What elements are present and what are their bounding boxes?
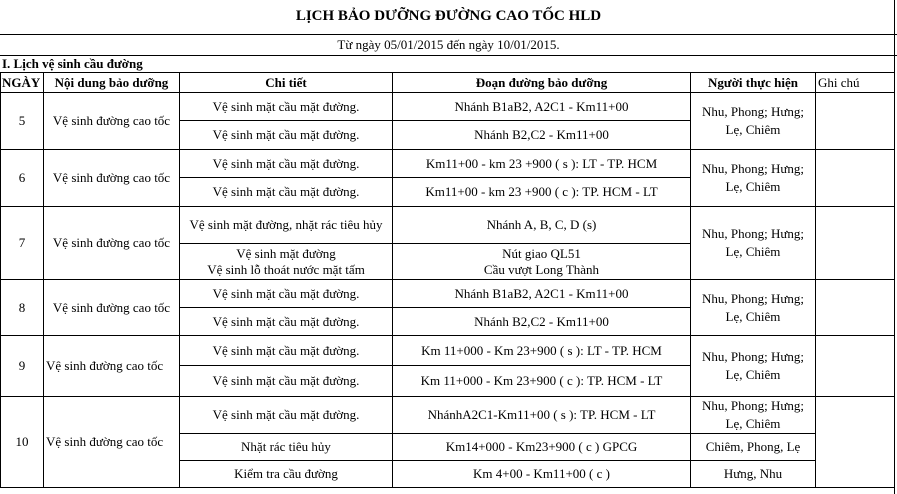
detail-cell[interactable]: Vệ sinh mặt cầu mặt đường.: [180, 397, 393, 434]
schedule-table: [0, 72, 895, 488]
detail-cell[interactable]: [180, 244, 393, 280]
detail-cell[interactable]: Vệ sinh mặt cầu mặt đường.: [180, 150, 393, 178]
note-cell[interactable]: [816, 207, 895, 280]
content-cell[interactable]: Vệ sinh đường cao tốc: [44, 93, 180, 150]
segment-cell[interactable]: Nhánh B1aB2, A2C1 - Km11+00: [393, 280, 691, 308]
content-cell[interactable]: Vệ sinh đường cao tốc: [44, 280, 180, 336]
day-cell[interactable]: 10: [1, 397, 44, 488]
detail-cell[interactable]: Vệ sinh mặt cầu mặt đường.: [180, 93, 393, 121]
person-cell[interactable]: Nhu, Phong; Hưng; Lẹ, Chiêm: [691, 93, 816, 150]
segment-cell[interactable]: [393, 244, 691, 280]
header-row: [1, 73, 895, 93]
segment-cell[interactable]: Nhánh B2,C2 - Km11+00: [393, 308, 691, 336]
content-cell[interactable]: Vệ sinh đường cao tốc: [44, 397, 180, 488]
segment-cell[interactable]: Km11+00 - km 23 +900 ( s ): LT - TP. HCM: [393, 150, 691, 178]
note-cell[interactable]: [816, 280, 895, 336]
table-row: [1, 336, 895, 366]
table-row: [1, 207, 895, 244]
person-cell[interactable]: Nhu, Phong; Hưng; Lẹ, Chiêm: [691, 280, 816, 336]
person-cell[interactable]: Chiêm, Phong, Lẹ: [691, 434, 816, 461]
detail-cell[interactable]: Nhặt rác tiêu hủy: [180, 434, 393, 461]
detail-cell[interactable]: Vệ sinh mặt cầu mặt đường.: [180, 308, 393, 336]
segment-cell[interactable]: Km11+00 - km 23 +900 ( c ): TP. HCM - LT: [393, 178, 691, 207]
person-cell[interactable]: Nhu, Phong; Hưng; Lẹ, Chiêm: [691, 207, 816, 280]
day-cell[interactable]: 7: [1, 207, 44, 280]
header-person[interactable]: Người thực hiện: [691, 73, 816, 93]
segment-cell[interactable]: Km 11+000 - Km 23+900 ( c ): TP. HCM - LT: [393, 366, 691, 397]
header-day[interactable]: NGÀY: [1, 73, 44, 93]
day-cell[interactable]: 5: [1, 93, 44, 150]
sheet-title[interactable]: LỊCH BẢO DƯỠNG ĐƯỜNG CAO TỐC HLD: [295, 8, 602, 24]
detail-line: Vệ sinh lỗ thoát nước mặt tấm: [207, 261, 365, 277]
day-cell[interactable]: 9: [1, 336, 44, 397]
header-note[interactable]: Ghi chú: [816, 73, 895, 93]
segment-cell[interactable]: Nhánh B2,C2 - Km11+00: [393, 121, 691, 150]
segment-cell[interactable]: Km 11+000 - Km 23+900 ( s ): LT - TP. HCM: [393, 336, 691, 366]
section-heading[interactable]: I. Lịch vệ sinh cầu đường: [2, 56, 143, 71]
day-cell[interactable]: 6: [1, 150, 44, 207]
segment-cell[interactable]: Km 4+00 - Km11+00 ( c ): [393, 461, 691, 488]
note-cell[interactable]: [816, 150, 895, 207]
segment-cell[interactable]: Nhánh B1aB2, A2C1 - Km11+00: [393, 93, 691, 121]
content-cell[interactable]: Vệ sinh đường cao tốc: [44, 150, 180, 207]
content-cell[interactable]: Vệ sinh đường cao tốc: [44, 336, 180, 397]
content-cell[interactable]: Vệ sinh đường cao tốc: [44, 207, 180, 280]
segment-line: Cầu vượt Long Thành: [483, 261, 600, 277]
table-row: [1, 397, 895, 434]
detail-cell[interactable]: Kiểm tra cầu đường: [180, 461, 393, 488]
detail-line: Vệ sinh mặt đường: [236, 245, 336, 261]
person-cell[interactable]: Nhu, Phong; Hưng; Lẹ, Chiêm: [691, 397, 816, 434]
detail-cell[interactable]: Vệ sinh mặt đường, nhặt rác tiêu hủy: [180, 207, 393, 244]
detail-cell[interactable]: Vệ sinh mặt cầu mặt đường.: [180, 178, 393, 207]
detail-cell[interactable]: Vệ sinh mặt cầu mặt đường.: [180, 280, 393, 308]
person-cell[interactable]: Nhu, Phong; Hưng; Lẹ, Chiêm: [691, 336, 816, 397]
segment-cell[interactable]: NhánhA2C1-Km11+00 ( s ): TP. HCM - LT: [393, 397, 691, 434]
table-row: [1, 93, 895, 121]
note-cell[interactable]: [816, 397, 895, 488]
person-cell[interactable]: Nhu, Phong; Hưng; Lẹ, Chiêm: [691, 150, 816, 207]
segment-cell[interactable]: Nhánh A, B, C, D (s): [393, 207, 691, 244]
person-cell[interactable]: Hưng, Nhu: [691, 461, 816, 488]
note-cell[interactable]: [816, 93, 895, 150]
header-content[interactable]: Nội dung bảo dưỡng: [44, 73, 180, 93]
day-cell[interactable]: 8: [1, 280, 44, 336]
detail-cell[interactable]: Vệ sinh mặt cầu mặt đường.: [180, 366, 393, 397]
segment-cell[interactable]: Km14+000 - Km23+900 ( c ) GPCG: [393, 434, 691, 461]
table-row: [1, 280, 895, 308]
detail-cell[interactable]: Vệ sinh mặt cầu mặt đường.: [180, 121, 393, 150]
header-segment[interactable]: Đoạn đường bảo dưỡng: [393, 73, 691, 93]
header-detail[interactable]: Chi tiết: [180, 73, 393, 93]
segment-line: Nút giao QL51: [502, 245, 581, 261]
note-cell[interactable]: [816, 336, 895, 397]
table-row: [1, 150, 895, 178]
detail-cell[interactable]: Vệ sinh mặt cầu mặt đường.: [180, 336, 393, 366]
date-range[interactable]: Từ ngày 05/01/2015 đến ngày 10/01/2015.: [0, 34, 897, 56]
